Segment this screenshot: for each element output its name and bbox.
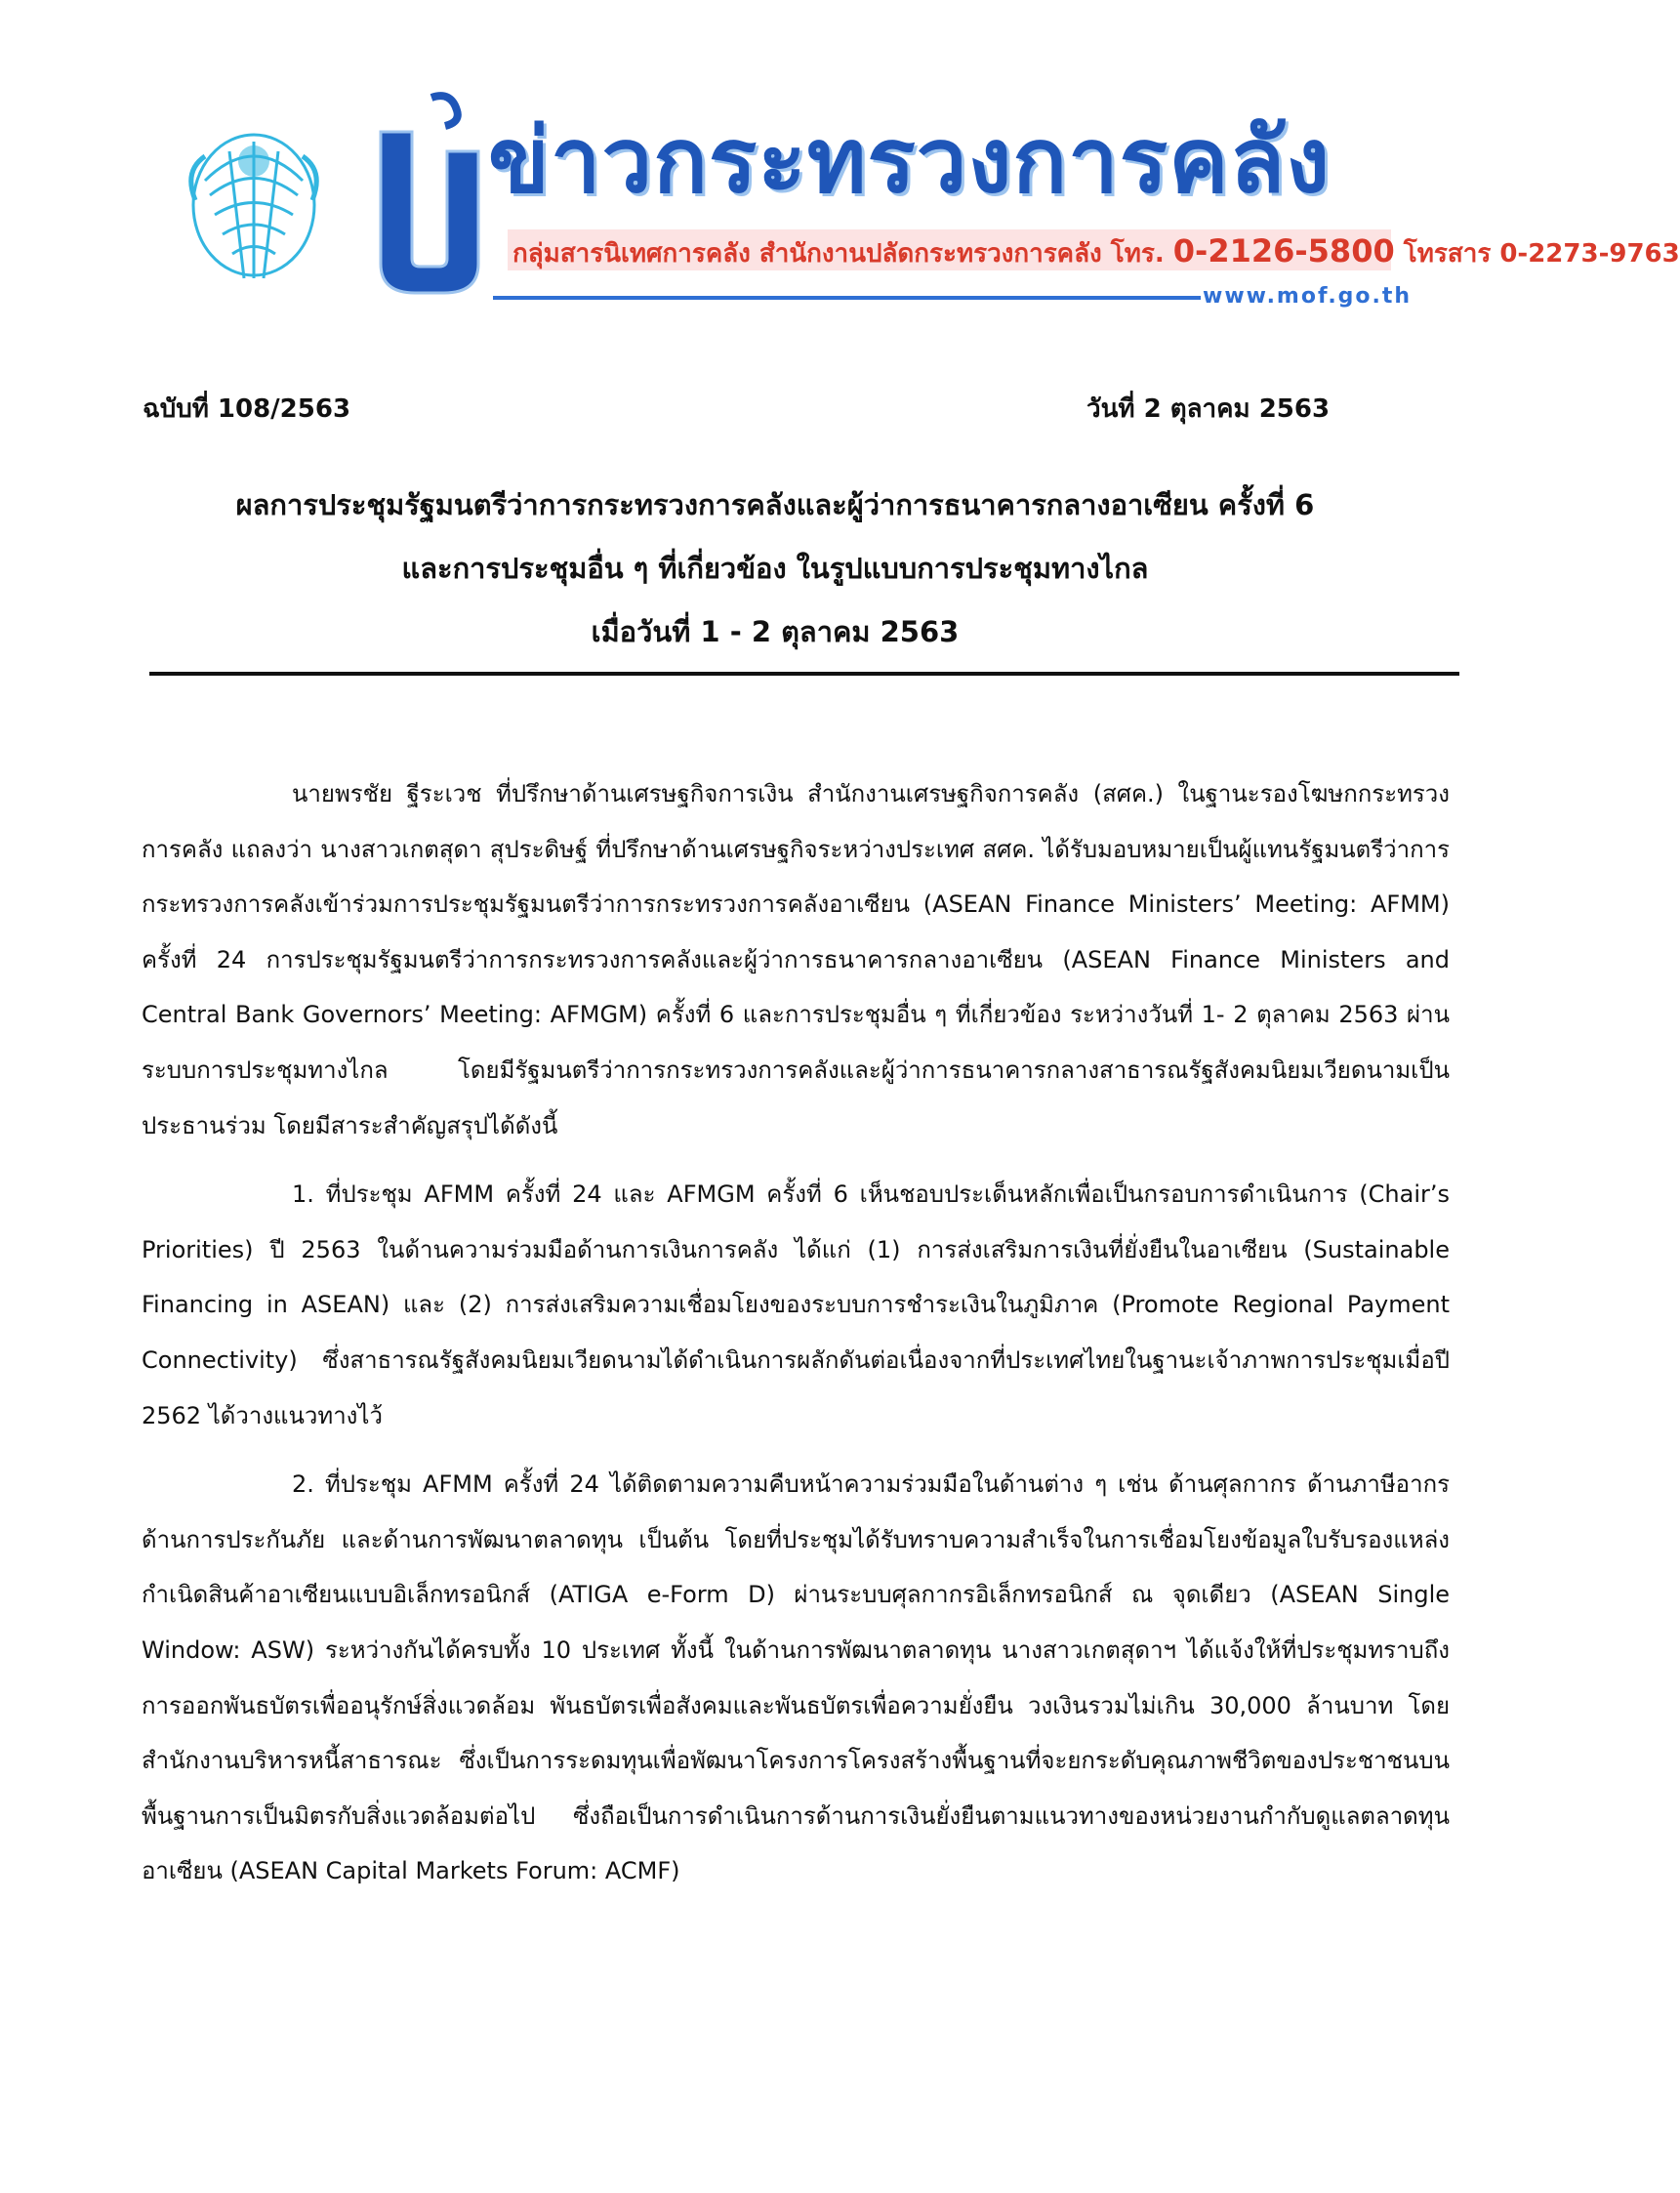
masthead-subtitle: กลุ่มสารนิเทศการคลัง สำนักงานปลัดกระทรวงการคลัง โทร. bbox=[512, 239, 1165, 269]
article-body bbox=[142, 766, 1450, 1899]
headline-line-3: เมื่อวันที่ 1 - 2 ตุลาคม 2563 bbox=[591, 615, 960, 648]
issue-date: วันที่ 2 ตุลาคม 2563 bbox=[1086, 394, 1331, 424]
garuda-emblem-icon bbox=[176, 122, 332, 288]
paragraph-point-1: 1. ที่ประชุม AFMM ครั้งที่ 24 และ AFMGM ครั้งที่ 6 เห็นชอบประเด็นหลักเพื่อเป็นกรอบการดำเนินการ (Chair’s Priorities) ปี 2563 ในด้านความร่วมมือด้านการเงินการคลัง ได้แก่ (1) การส่งเสริมการเงินที่ยั่งยืนในอาเซียน (Sustainable Financing in ASEAN) และ (2) การส่งเสริมความเชื่อมโยงของระบบการชำระเงินในภูมิภาค (Promote Regional Payment Connectivity) ซึ่งสาธารณรัฐสังคมนิยมเวียดนามได้ดำเนินการผลักดันต่อเนื่องจากที่ประเทศไทยในฐานะเจ้าภาพการประชุมเมื่อปี 2562 ได้วางแนวทางไว้ bbox=[142, 1180, 1450, 1429]
headline-line-2: และการประชุมอื่น ๆ ที่เกี่ยวข้อง ในรูปแบบการประชุมทางไกล bbox=[401, 552, 1149, 585]
masthead bbox=[0, 0, 1680, 332]
masthead-divider bbox=[493, 296, 1201, 300]
headline-line-1: ผลการประชุมรัฐมนตรีว่าการกระทรวงการคลังและผู้ว่าการธนาคารกลางอาเซียน ครั้งที่ 6 bbox=[235, 488, 1315, 521]
paragraph-intro: นายพรชัย ฐีระเวช ที่ปรึกษาด้านเศรษฐกิจการเงิน สำนักงานเศรษฐกิจการคลัง (สศค.) ในฐานะรองโฆษกกระทรวงการคลัง แถลงว่า นางสาวเกตสุดา สุประดิษฐ์ ที่ปรึกษาด้านเศรษฐกิจระหว่างประเทศ สศค. ได้รับมอบหมายเป็นผู้แทนรัฐมนตรีว่าการกระทรวงการคลังเข้าร่วมการประชุมรัฐมนตรีว่าการกระทรวงการคลังอาเซียน (ASEAN Finance Ministers’ Meeting: AFMM) ครั้งที่ 24 การประชุมรัฐมนตรีว่าการกระทรวงการคลังและผู้ว่าการธนาคารกลางอาเซียน (ASEAN Finance Ministers and Central Bank Governors’ Meeting: AFMGM) ครั้งที่ 6 และการประชุมอื่น ๆ ที่เกี่ยวข้อง ระหว่างวันที่ 1- 2 ตุลาคม 2563 ผ่านระบบการประชุมทางไกล โดยมีรัฐมนตรีว่าการกระทรวงการคลังและผู้ว่าการธนาคารกลางสาธารณรัฐสังคมนิยมเวียดนามเป็นประธานร่วม โดยมีสาระสำคัญสรุปได้ดังนี้ bbox=[142, 780, 1450, 1139]
masthead-website: www.mof.go.th bbox=[1203, 284, 1413, 309]
issue-number: ฉบับที่ 108/2563 bbox=[143, 394, 351, 424]
masthead-phone: 0-2126-5800 bbox=[1172, 232, 1395, 269]
masthead-title: ข่าวกระทรวงการคลัง bbox=[488, 108, 1332, 213]
masthead-contact-text bbox=[512, 234, 1680, 270]
masthead-logo-letter-icon bbox=[371, 93, 488, 303]
headline-divider bbox=[149, 672, 1459, 676]
masthead-fax: โทรสาร 0-2273-9763 bbox=[1403, 239, 1680, 269]
paragraph-point-2: 2. ที่ประชุม AFMM ครั้งที่ 24 ได้ติดตามความคืบหน้าความร่วมมือในด้านต่าง ๆ เช่น ด้านศุลกากร ด้านภาษีอากร ด้านการประกันภัย และด้านการพัฒนาตลาดทุน เป็นต้น โดยที่ประชุมได้รับทราบความสำเร็จในการเชื่อมโยงข้อมูลใบรับรองแหล่งกำเนิดสินค้าอาเซียนแบบอิเล็กทรอนิกส์ (ATIGA e-Form D) ผ่านระบบศุลกากรอิเล็กทรอนิกส์ ณ จุดเดียว (ASEAN Single Window: ASW) ระหว่างกันได้ครบทั้ง 10 ประเทศ ทั้งนี้ ในด้านการพัฒนาตลาดทุน นางสาวเกตสุดาฯ ได้แจ้งให้ที่ประชุมทราบถึงการออกพันธบัตรเพื่ออนุรักษ์สิ่งแวดล้อม พันธบัตรเพื่อสังคมและพันธบัตรเพื่อความยั่งยืน วงเงินรวมไม่เกิน 30,000 ล้านบาท โดยสำนักงานบริหารหนี้สาธารณะ ซึ่งเป็นการระดมทุนเพื่อพัฒนาโครงการโครงสร้างพื้นฐานที่จะยกระดับคุณภาพชีวิตของประชาชนบนพื้นฐานการเป็นมิตรกับสิ่งแวดล้อมต่อไป ซึ่งถือเป็นการดำเนินการด้านการเงินยั่งยืนตามแนวทางของหน่วยงานกำกับดูแลตลาดทุนอาเซียน (ASEAN Capital Markets Forum: ACMF) bbox=[142, 1470, 1451, 1885]
headline bbox=[143, 474, 1408, 664]
